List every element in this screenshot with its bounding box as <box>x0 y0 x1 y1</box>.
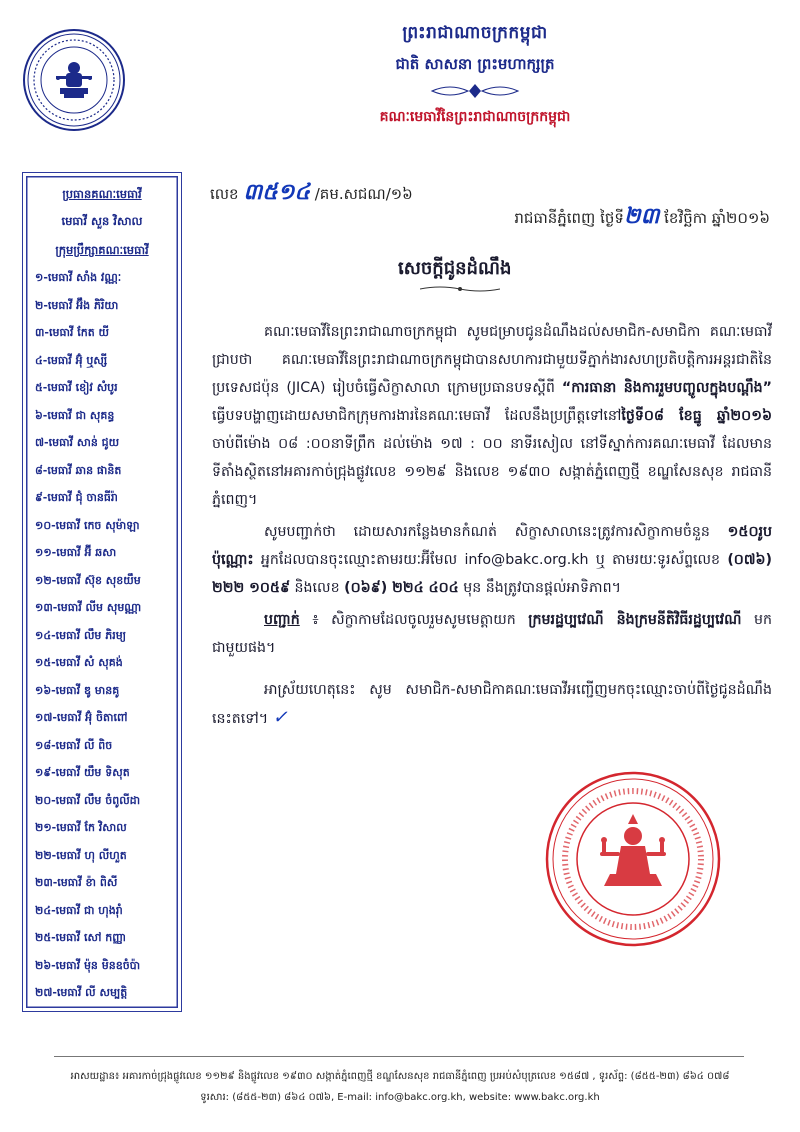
paragraph-note <box>212 606 772 662</box>
note-label: បញ្ជាក់ <box>264 612 300 628</box>
list-item: ២-មេធាវី អ៊ឹង ភិរិយា <box>35 298 119 312</box>
footer-address: អាសយដ្ឋាន៖ អគារកាច់ជ្រុងផ្លូវលេខ ១១២៩ និងផ្លូវលេខ ១៩៣០ សង្កាត់ភ្នំពេញថ្មី ខណ្ឌសែនសុខ រាជធានីភ្នំពេញ ប្រអប់សំបុត្រលេខ ១៥៨៧ , ទូរស័ព្ទ: (៨៥៥-២៣) ៨៦៤ ០៧៨ <box>70 1071 730 1082</box>
list-item: ២០-មេធាវី លឹម ចំពូលីដា <box>35 793 141 807</box>
reference-suffix: /គម.សជណ/១៦ <box>314 185 413 203</box>
list-item: ១១-មេធាវី អ៊ី ឆសា <box>35 546 117 559</box>
bar-association-seal-logo <box>22 28 126 132</box>
national-motto: ជាតិ សាសនា ព្រះមហាក្សត្រ <box>395 55 555 73</box>
paragraph-text: ធ្វើបទបង្ហាញដោយសមាជិកក្រុមការងារនៃគណៈមេធាវី ដែលនឹងប្រព្រឹត្តទៅនៅ <box>212 408 622 424</box>
list-item: ៣-មេធាវី កែត យី <box>35 326 109 339</box>
required-codes: ក្រមរដ្ឋប្បវេណី និងក្រមនីតិវិធីរដ្ឋប្បវេណី <box>528 612 742 628</box>
list-item: ២៤-មេធាវី ជា ហុងរ៉ាំ <box>35 903 123 917</box>
list-item: ២៥-មេធាវី សៅ កញ្ញា <box>35 931 126 944</box>
paragraph-closing <box>212 676 772 733</box>
footer-contacts: ទូរសារ: (៨៥៥-២៣) ៨៦៤ ០៧៦, E-mail: info@bakc.org.kh, website: www.bakc.org.kh <box>200 1092 600 1103</box>
list-item: ១-មេធាវី សាំង វណ្ណៈ <box>35 271 122 284</box>
paragraph-text: មកជាមួយផង។ <box>212 612 772 656</box>
list-item: ១៣-មេធាវី លីម សុមណ្ណា <box>35 601 142 614</box>
notice-title: សេចក្តីជូនដំណឹង <box>398 258 512 279</box>
workshop-topic: “ការធានា និងការរួមបញ្ចូលក្នុងបណ្តឹង” <box>561 380 772 396</box>
list-item: ២៣-មេធាវី ខ៉ា ពិសី <box>35 876 118 889</box>
notice-body <box>212 318 772 737</box>
paragraph-text: អាស្រ័យហេតុនេះ សូម សមាជិក-សមាជិកាគណៈមេធាវីអញ្ជើញមកចុះឈ្មោះចាប់ពីថ្ងៃជូនដំណឹងនេះតទៅ។ <box>212 682 772 727</box>
kingdom-title: ព្រះរាជាណាចក្រកម្ពុជា <box>402 23 548 43</box>
list-item: ២៦-មេធាវី ម៉ុន មិនឧចំប៉ា <box>35 958 141 972</box>
list-item: ៧-មេធាវី សាន់ ជូយ <box>35 436 120 449</box>
workshop-date: ថ្ងៃទី០៨ ខែធ្នូ ឆ្នាំ២០១៦ <box>621 408 772 424</box>
list-item: ១០-មេធាវី កេច សុម៉ាឡា <box>35 518 140 532</box>
phone-number: (០៦៩) ២២៤ ៤០៤ <box>344 580 459 596</box>
list-item: ៦-មេធាវី ជា សុគន្ធ <box>35 408 115 422</box>
paragraph-text: សូមបញ្ជាក់ថា ដោយសារកន្លែងមានកំណត់ សិក្ខាសាលានេះត្រូវការសិក្ខាកាមចំនួន <box>264 524 710 540</box>
ornament-divider-icon <box>430 83 520 99</box>
member-list <box>23 264 181 1007</box>
list-item: ១២-មេធាវី ស៊ុខ សុខយឹម <box>35 573 141 587</box>
date-handwritten-day: ២៣ <box>623 203 660 229</box>
list-item: ៤-មេធាវី អ៊ុំ ឬស្សី <box>35 353 108 367</box>
title-underline-ornament-icon <box>420 284 500 294</box>
footer-contact <box>40 1066 760 1108</box>
official-red-stamp-icon <box>544 770 722 948</box>
paragraph-text: គណៈមេធាវីនៃព្រះរាជាណាចក្រកម្ពុជា សូមជម្រាបជូនដំណឹងដល់សមាជិក-សមាជិកា គណៈមេធាវីជ្រាបថា គណៈមេធាវីនៃព្រះរាជាណាចក្រកម្ពុជាបានសហការជាមួយទីភ្នាក់ងារសហប្រតិបត្តិការអន្តរជាតិនៃប្រទេសជប៉ុន (JICA) រៀបចំធ្វើសិក្ខាសាលា ក្រោមប្រធានបទស្តីពី <box>212 324 772 396</box>
list-item: ២១-មេធាវី កែ វិសាល <box>35 821 127 834</box>
letter-date <box>514 202 770 234</box>
paragraph-text: អ្នកដែលបានចុះឈ្មោះតាមរយៈអ៊ីមែល info@bakc.org.kh ឬ តាមរយៈទូរស័ព្ទលេខ <box>260 552 720 568</box>
participant-count: ១៥០រូបប៉ុណ្ណោះ <box>212 524 773 568</box>
paragraph-workshop <box>212 318 772 514</box>
list-item: ១៧-មេធាវី អ៊ុំ ចិតាពៅ <box>35 711 128 724</box>
phone-number: (០៧៦) ២២២ ១០៥៩ <box>212 552 773 596</box>
council-heading: ក្រុមប្រឹក្សាគណៈមេធាវី <box>55 243 149 257</box>
reference-handwritten-number: ៣៥១៤ <box>243 179 310 205</box>
list-item: ១៩-មេធាវី យឹម ទិសុត <box>35 766 130 779</box>
president-heading: ប្រធានគណៈមេធាវី <box>62 187 142 201</box>
paragraph-registration <box>212 518 772 602</box>
paragraph-text: ចាប់ពីម៉ោង ០៨ :០០នាទីព្រឹក ដល់ម៉ោង ១៧ : ០០ នាទីរសៀល នៅទីស្នាក់ការគណៈមេធាវី ដែលមានទីតាំងស្ថិតនៅអគារកាច់ជ្រុងផ្លូវលេខ ១១២៩ និងលេខ ១៩៣០ សង្កាត់ភ្នំពេញថ្មី ខណ្ឌសែនសុខ រាជធានីភ្នំពេញ។ <box>212 436 772 508</box>
list-item: ២៧-មេធាវី លី សម្បត្តិ <box>35 986 128 999</box>
paragraph-text: ៖ សិក្ខាកាមដែលចូលរួមសូមមេត្តាយក <box>312 612 516 628</box>
council-members-sidebar <box>22 172 182 1012</box>
list-item: ១៦-មេធាវី ឌូ មានគូ <box>35 683 120 697</box>
date-prefix: រាជធានីភ្នំពេញ ថ្ងៃទី <box>514 209 624 227</box>
reference-prefix: លេខ <box>210 185 239 203</box>
letterhead <box>330 22 620 128</box>
paragraph-text: មុន នឹងត្រូវបានផ្តល់អាទិភាព។ <box>463 580 621 596</box>
list-item: ២២-មេធាវី ហុ លីហួត <box>35 848 127 862</box>
list-item: ១៨-មេធាវី លី ពិច <box>35 738 113 752</box>
list-item: ៩-មេធាវី ជុំ ចានធីរ៉ា <box>35 491 118 504</box>
president-name: មេធាវី សួន វិសាល <box>61 214 143 228</box>
date-suffix: ខែវិច្ឆិកា ឆ្នាំ២០១៦ <box>664 209 770 227</box>
footer-divider <box>54 1056 744 1057</box>
list-item: ១៤-មេធាវី លឹម ភិរម្យ <box>35 628 126 642</box>
list-item: ៨-មេធាវី ឆាន ផានិត <box>35 463 122 477</box>
handwritten-initial-mark: ✓ <box>272 707 288 728</box>
council-name: គណៈមេធាវីនៃព្រះរាជាណាចក្រកម្ពុជា <box>379 109 571 125</box>
reference-number <box>210 178 413 210</box>
list-item: ១៥-មេធាវី សំ សុគង់ <box>35 656 123 669</box>
list-item: ៥-មេធាវី ខៀវ សំបូរ <box>35 381 118 394</box>
paragraph-text: និងលេខ <box>294 580 340 596</box>
